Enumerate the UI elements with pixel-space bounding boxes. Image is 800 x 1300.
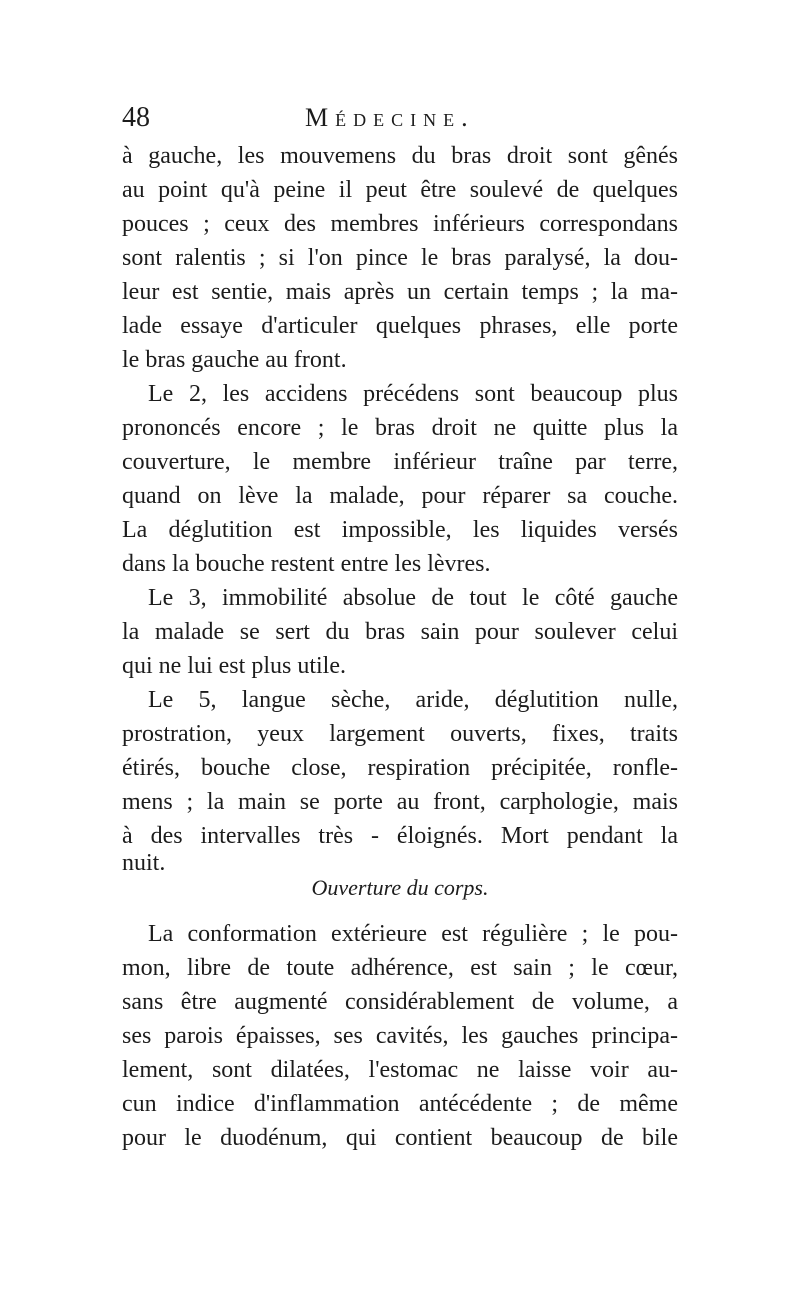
text-line: mon, libre de toute adhérence, est sain ; le cœur,: [122, 955, 678, 981]
text-line: sans être augmenté considérablement de volume, a: [122, 989, 678, 1015]
text-line: dans la bouche restent entre les lèvres.: [122, 551, 491, 577]
section-heading: Ouverture du corps.: [311, 875, 489, 900]
text-line: le bras gauche au front.: [122, 347, 347, 373]
text-line: nuit.: [122, 850, 166, 876]
text-line: ses parois épaisses, ses cavités, les gauches principa-: [122, 1023, 678, 1049]
text-line: lade essaye d'articuler quelques phrases, elle porte: [122, 313, 678, 339]
text-line: La déglutition est impossible, les liquides versés: [122, 517, 678, 543]
text-line: mens ; la main se porte au front, carphologie, mais: [122, 789, 678, 815]
text-line: sont ralentis ; si l'on pince le bras paralysé, la dou-: [122, 245, 678, 271]
page-header: [122, 98, 682, 138]
text-line: Le 3, immobilité absolue de tout le côté gauche: [148, 585, 678, 611]
text-line: couverture, le membre inférieur traîne par terre,: [122, 449, 678, 475]
text-line: prononcés encore ; le bras droit ne quitte plus la: [122, 415, 678, 441]
text-line: qui ne lui est plus utile.: [122, 653, 346, 679]
text-line: pouces ; ceux des membres inférieurs correspondans: [122, 211, 678, 237]
text-line: La conformation extérieure est régulière ; le pou-: [148, 921, 678, 947]
text-line: leur est sentie, mais après un certain temps ; la ma-: [122, 279, 678, 305]
text-line: Le 5, langue sèche, aride, déglutition nulle,: [148, 687, 678, 713]
text-line: étirés, bouche close, respiration précipitée, ronfle-: [122, 755, 678, 781]
text-line: prostration, yeux largement ouverts, fixes, traits: [122, 721, 678, 747]
running-head: Médecine.: [305, 103, 475, 132]
text-line: à des intervalles très - éloignés. Mort pendant la: [122, 823, 678, 849]
text-line: Le 2, les accidens précédens sont beaucoup plus: [148, 381, 678, 407]
page-number: 48: [122, 102, 150, 133]
text-line: cun indice d'inflammation antécédente ; de même: [122, 1091, 678, 1117]
text-line: la malade se sert du bras sain pour soulever celui: [122, 619, 678, 645]
text-line: au point qu'à peine il peut être soulevé de quelques: [122, 177, 678, 203]
text-line: à gauche, les mouvemens du bras droit sont gênés: [122, 143, 678, 169]
text-line: lement, sont dilatées, l'estomac ne laisse voir au-: [122, 1057, 678, 1083]
text-line: quand on lève la malade, pour réparer sa couche.: [122, 483, 678, 509]
text-line: pour le duodénum, qui contient beaucoup de bile: [122, 1125, 678, 1151]
